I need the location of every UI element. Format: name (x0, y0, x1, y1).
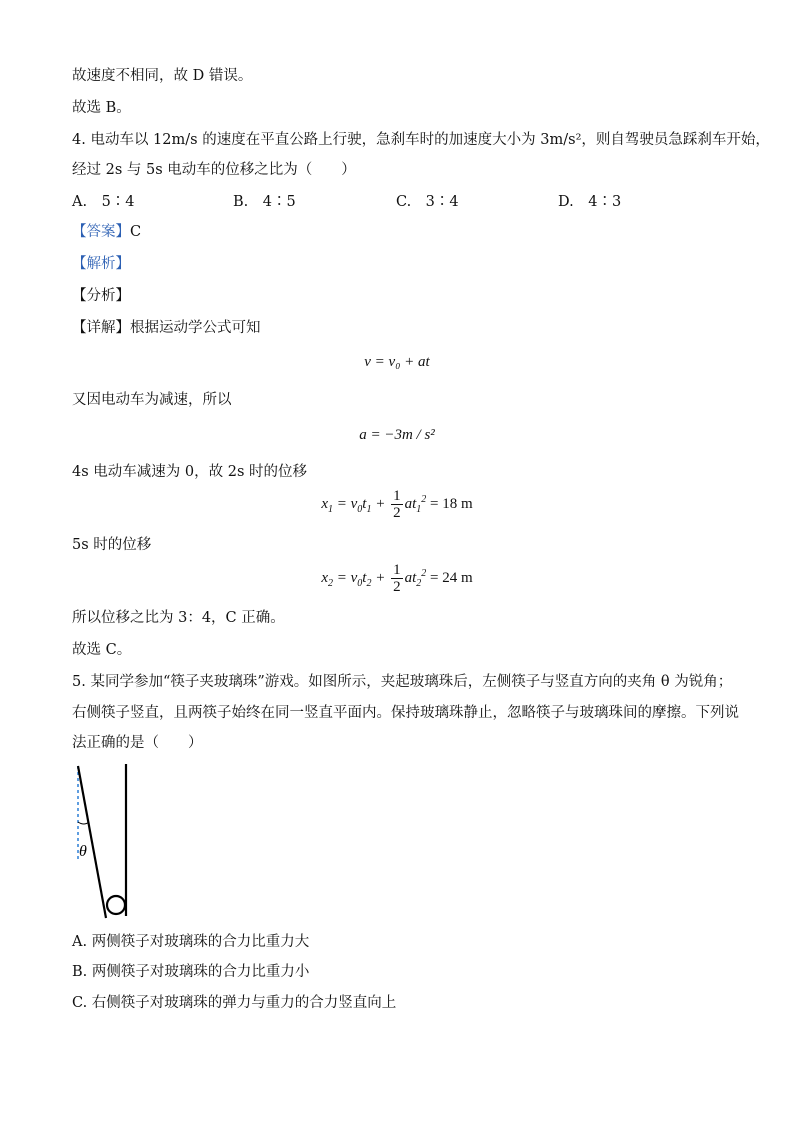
question-5-stem-cont2: 法正确的是（ ） (72, 735, 203, 751)
text-decel: 又因电动车为减速，所以 (72, 392, 232, 408)
theta-label: θ (79, 843, 87, 860)
question-5-stem: 5. 某同学参加“筷子夹玻璃珠”游戏。如图所示，夹起玻璃珠后，左侧筷子与竖直方向的夹角 θ 为锐角； (72, 674, 733, 690)
formula-x2-value: = 24 m (430, 569, 473, 586)
option-a: A. 5∶4 (72, 194, 135, 210)
fraction-half: $\frac{1}{2}$ (393, 562, 401, 595)
option-b: B. 4∶5 (233, 194, 296, 210)
analysis-line (72, 254, 130, 274)
formula-x1: $x_1 = v_0t_1$ + $\frac{1}{2}$ $at_1^2 = 18$ m (321, 488, 473, 521)
question-5-option-a: A. 两侧筷子对玻璃珠的合力比重力大 (72, 934, 310, 950)
option-d: D. 4∶3 (558, 194, 622, 210)
answer-line (72, 222, 141, 242)
option-c: C. 3∶4 (396, 194, 459, 210)
formula-velocity: v = v₀ + at (364, 354, 430, 370)
text-4s: 4s 电动车减速为 0，故 2s 时的位移 (72, 464, 307, 480)
detail-line (72, 318, 261, 338)
answer-tag: 【答案】 (72, 224, 130, 240)
fraction-half: $\frac{1}{2}$ (393, 488, 401, 521)
question-5-option-b: B. 两侧筷子对玻璃珠的合力比重力小 (72, 964, 310, 980)
glass-bead (107, 896, 125, 914)
formula-x1-value: = 18 m (430, 495, 473, 512)
question-5-stem-cont: 右侧筷子竖直，且两筷子始终在同一竖直平面内。保持玻璃珠静止，忽略筷子与玻璃珠间的摩擦。下列说 (72, 705, 739, 721)
detail-tag: 【详解】 (72, 320, 130, 336)
fenxi-line (72, 286, 130, 306)
answer-value: C (130, 224, 142, 240)
left-chopstick (78, 766, 106, 918)
text-line: 故速度不相同，故 D 错误。 (72, 68, 253, 84)
analysis-tag: 【解析】 (72, 256, 130, 272)
formula-x2: $x_2 = v_0t_2$ + $\frac{1}{2}$ $at_2^2 = 24$ m (321, 562, 473, 595)
detail-text: 根据运动学公式可知 (130, 320, 261, 336)
text-line: 故选 B。 (72, 100, 131, 116)
question-4-stem-cont: 经过 2s 与 5s 电动车的位移之比为（ ） (72, 162, 356, 178)
text-5s: 5s 时的位移 (72, 537, 152, 553)
text-choose-c: 故选 C。 (72, 642, 132, 658)
chopsticks-figure (70, 760, 140, 925)
fenxi-tag: 【分析】 (72, 288, 130, 304)
formula-acceleration: a = −3m / s² (359, 427, 435, 443)
question-5-option-c: C. 右侧筷子对玻璃珠的弹力与重力的合力竖直向上 (72, 995, 397, 1011)
question-4-stem: 4. 电动车以 12m/s 的速度在平直公路上行驶，急刹车时的加速度大小为 3m/s²，则自驾驶员急踩刹车开始， (72, 132, 770, 148)
text-ratio: 所以位移之比为 3：4，C 正确。 (72, 610, 285, 626)
